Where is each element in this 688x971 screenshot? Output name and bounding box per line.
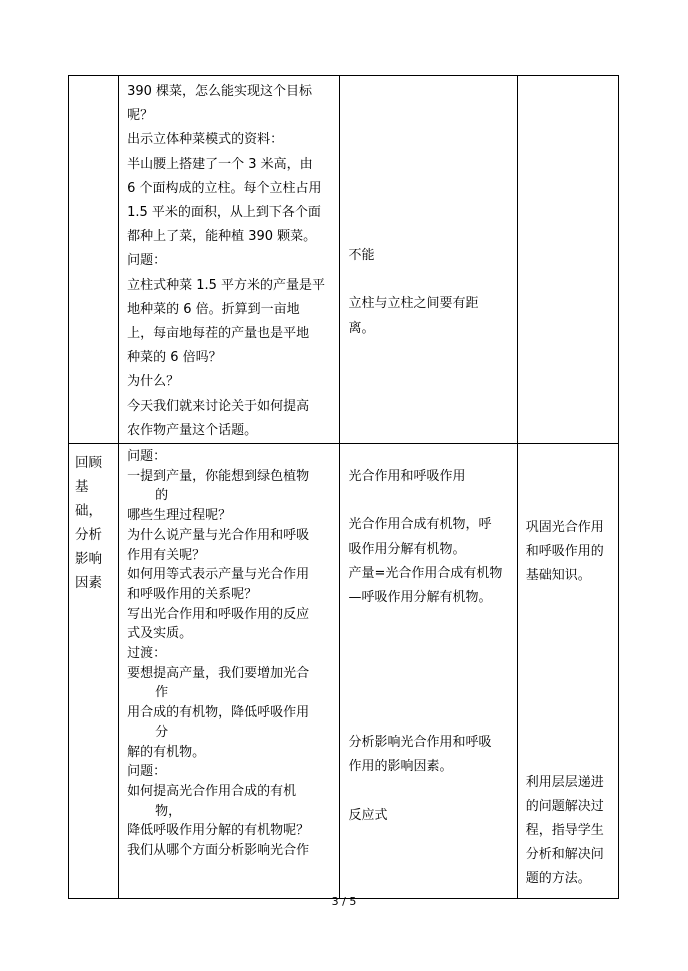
text-line: 光合作用合成有机物，呼	[348, 517, 492, 533]
text-line: 写出光合作用和呼吸作用的反应	[127, 606, 310, 622]
text-line: 呢？	[127, 108, 154, 124]
text-line: 作用的影响因素。	[348, 759, 453, 775]
teacher-activity-cell	[119, 444, 340, 899]
text-line: 分析影响光合作用和呼吸	[348, 735, 492, 751]
text-line: 产量=光合作用合成有机物	[348, 565, 503, 581]
text-line: 物，	[155, 803, 182, 819]
text-line: 基	[75, 479, 89, 496]
text-line: 如何用等式表示产量与光合作用	[127, 567, 310, 583]
student-activity-cell	[340, 76, 517, 444]
text-line: 离。	[348, 320, 375, 336]
text-line: 如何提高光合作用合成的有机	[127, 784, 297, 799]
text-line: 础，	[75, 503, 102, 520]
text-line: 作用有关呢？	[127, 547, 206, 563]
page-number: 3 / 5	[331, 895, 357, 908]
text-line: 哪些生理过程呢？	[127, 508, 232, 524]
text-line: 都种上了菜，能种植 390 颗菜。	[127, 229, 317, 245]
text-line: 今天我们就来讨论关于如何提高	[127, 398, 310, 414]
text-line: 反应式	[348, 807, 388, 823]
text-line: 因素	[75, 575, 102, 592]
text-line: 种菜的 6 倍吗？	[127, 350, 222, 366]
text-line: 一提到产量，你能想到绿色植物	[127, 468, 310, 484]
text-line: 问题：	[127, 764, 167, 780]
text-line: 出示立体种菜模式的资料：	[127, 132, 284, 148]
text-line: 立柱与立柱之间要有距	[348, 296, 479, 312]
text-line: 1.5 平米的面积，从上到下各个面	[127, 205, 321, 221]
text-line: 390 棵菜，怎么能实现这个目标	[127, 84, 313, 99]
student-activity-cell	[340, 444, 517, 899]
text-line: 程，指导学生	[525, 823, 604, 839]
lesson-plan-table	[68, 75, 619, 899]
stage-cell	[69, 444, 119, 899]
text-line: 为什么？	[127, 374, 180, 390]
text-line: 分析	[75, 527, 102, 544]
text-line: 和呼吸作用的	[525, 544, 604, 560]
text-line: 为什么说产量与光合作用和呼吸	[127, 527, 310, 543]
text-line: 半山腰上搭建了一个 3 米高，由	[127, 156, 313, 172]
design-intent-cell	[517, 444, 618, 899]
text-line: —呼吸作用分解有机物。	[348, 590, 492, 606]
text-line: 分	[155, 724, 169, 740]
text-line: 要想提高产量，我们要增加光合	[127, 665, 310, 681]
text-line: 6 个面构成的立柱。每个立柱占用	[127, 180, 322, 196]
text-line: 光合作用和呼吸作用	[348, 469, 466, 485]
text-line: 不能	[348, 248, 375, 263]
table-row	[69, 444, 619, 899]
text-line: 作	[155, 685, 169, 701]
text-line: 吸作用分解有机物。	[348, 541, 466, 557]
text-line: 式及实质。	[127, 626, 193, 642]
text-line: 基础知识。	[525, 568, 591, 584]
text-line: 解的有机物。	[127, 744, 206, 760]
table-row	[69, 76, 619, 444]
text-line: 降低呼吸作用分解的有机物呢？	[127, 823, 310, 839]
text-line: 问题：	[127, 449, 167, 465]
text-line: 回顾	[75, 455, 102, 472]
text-line: 我们从哪个方面分析影响光合作	[127, 843, 310, 859]
design-intent-cell-empty	[517, 76, 618, 444]
text-line: 和呼吸作用的关系呢？	[127, 586, 258, 602]
text-line: 影响	[75, 551, 102, 568]
text-line: 上，每亩地每茬的产量也是平地	[127, 326, 310, 342]
text-line: 立柱式种菜 1.5 平方米的产量是平	[127, 277, 326, 293]
stage-cell-empty	[69, 76, 119, 444]
text-line: 用合成的有机物，降低呼吸作用	[127, 705, 310, 721]
text-line: 农作物产量这个话题。	[127, 422, 258, 438]
text-line: 巩固光合作用	[525, 520, 604, 536]
teacher-activity-cell	[119, 76, 340, 444]
text-line: 的问题解决过	[525, 798, 604, 814]
text-line: 利用层层递进	[525, 774, 604, 790]
text-line: 过渡：	[127, 646, 167, 662]
text-line: 的	[155, 488, 169, 504]
text-line: 分析和解决问	[525, 847, 604, 863]
text-line: 题的方法。	[525, 871, 591, 887]
text-line: 地种菜的 6 倍。折算到一亩地	[127, 301, 300, 317]
text-line: 问题：	[127, 253, 167, 269]
